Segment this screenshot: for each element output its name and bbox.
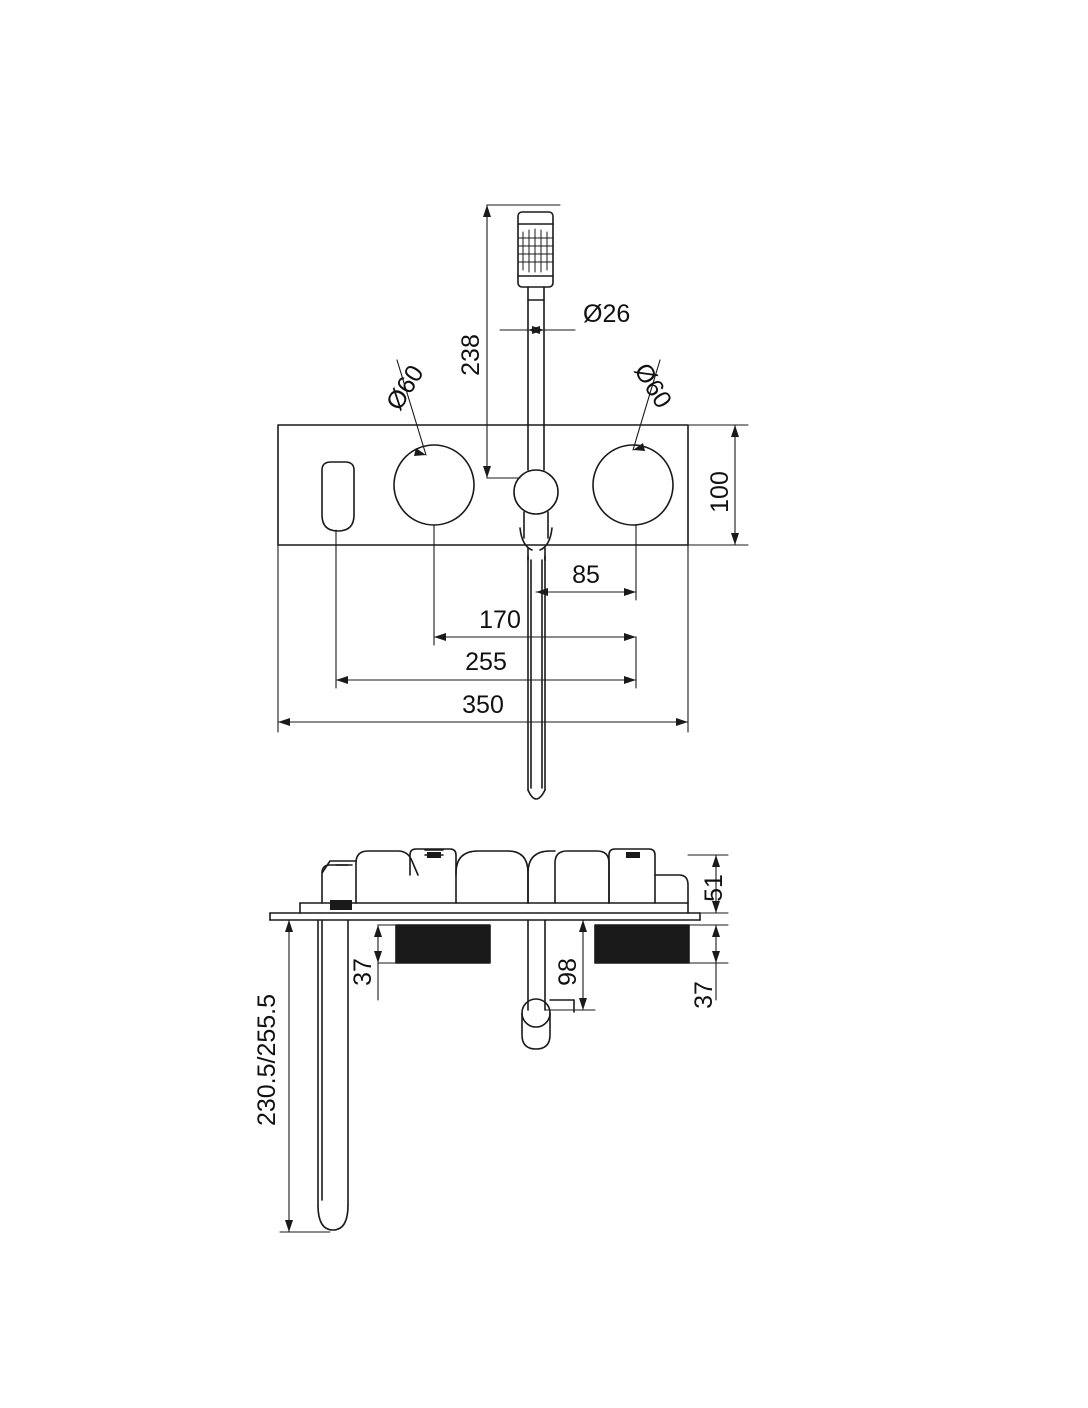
front-spout	[322, 462, 354, 531]
dim-label-dia60-right: Ø60	[628, 358, 678, 414]
dim-label-dia60-left: Ø60	[380, 360, 430, 416]
dim-label-dia26: Ø26	[583, 300, 631, 328]
dim-170	[434, 525, 636, 645]
right-handle-circle	[593, 445, 673, 525]
valve-body-left	[396, 925, 490, 963]
side-spout	[318, 920, 348, 1230]
dim-label-85: 85	[572, 561, 600, 589]
side-handle-right	[555, 849, 688, 903]
dim-label-238: 238	[457, 334, 485, 376]
front-plate	[278, 425, 688, 545]
handshower-outlet	[514, 470, 558, 560]
side-center-body	[456, 851, 555, 903]
dim-37-left	[374, 925, 396, 1000]
dim-label-37-left: 37	[349, 958, 377, 986]
dim-label-37-right: 37	[690, 981, 718, 1009]
dim-label-255: 255	[465, 648, 507, 676]
dim-label-350: 350	[462, 691, 504, 719]
valve-body-right	[595, 925, 689, 963]
dim-label-170: 170	[479, 606, 521, 634]
dim-label-100: 100	[706, 471, 734, 513]
side-handle-left	[356, 849, 456, 903]
dim-dia26	[500, 326, 575, 334]
dim-label-51: 51	[700, 874, 728, 902]
handshower-head	[518, 212, 553, 470]
left-handle-circle	[394, 445, 474, 525]
dim-label-98: 98	[554, 958, 582, 986]
dim-label-spout-length: 230.5/255.5	[253, 993, 281, 1127]
